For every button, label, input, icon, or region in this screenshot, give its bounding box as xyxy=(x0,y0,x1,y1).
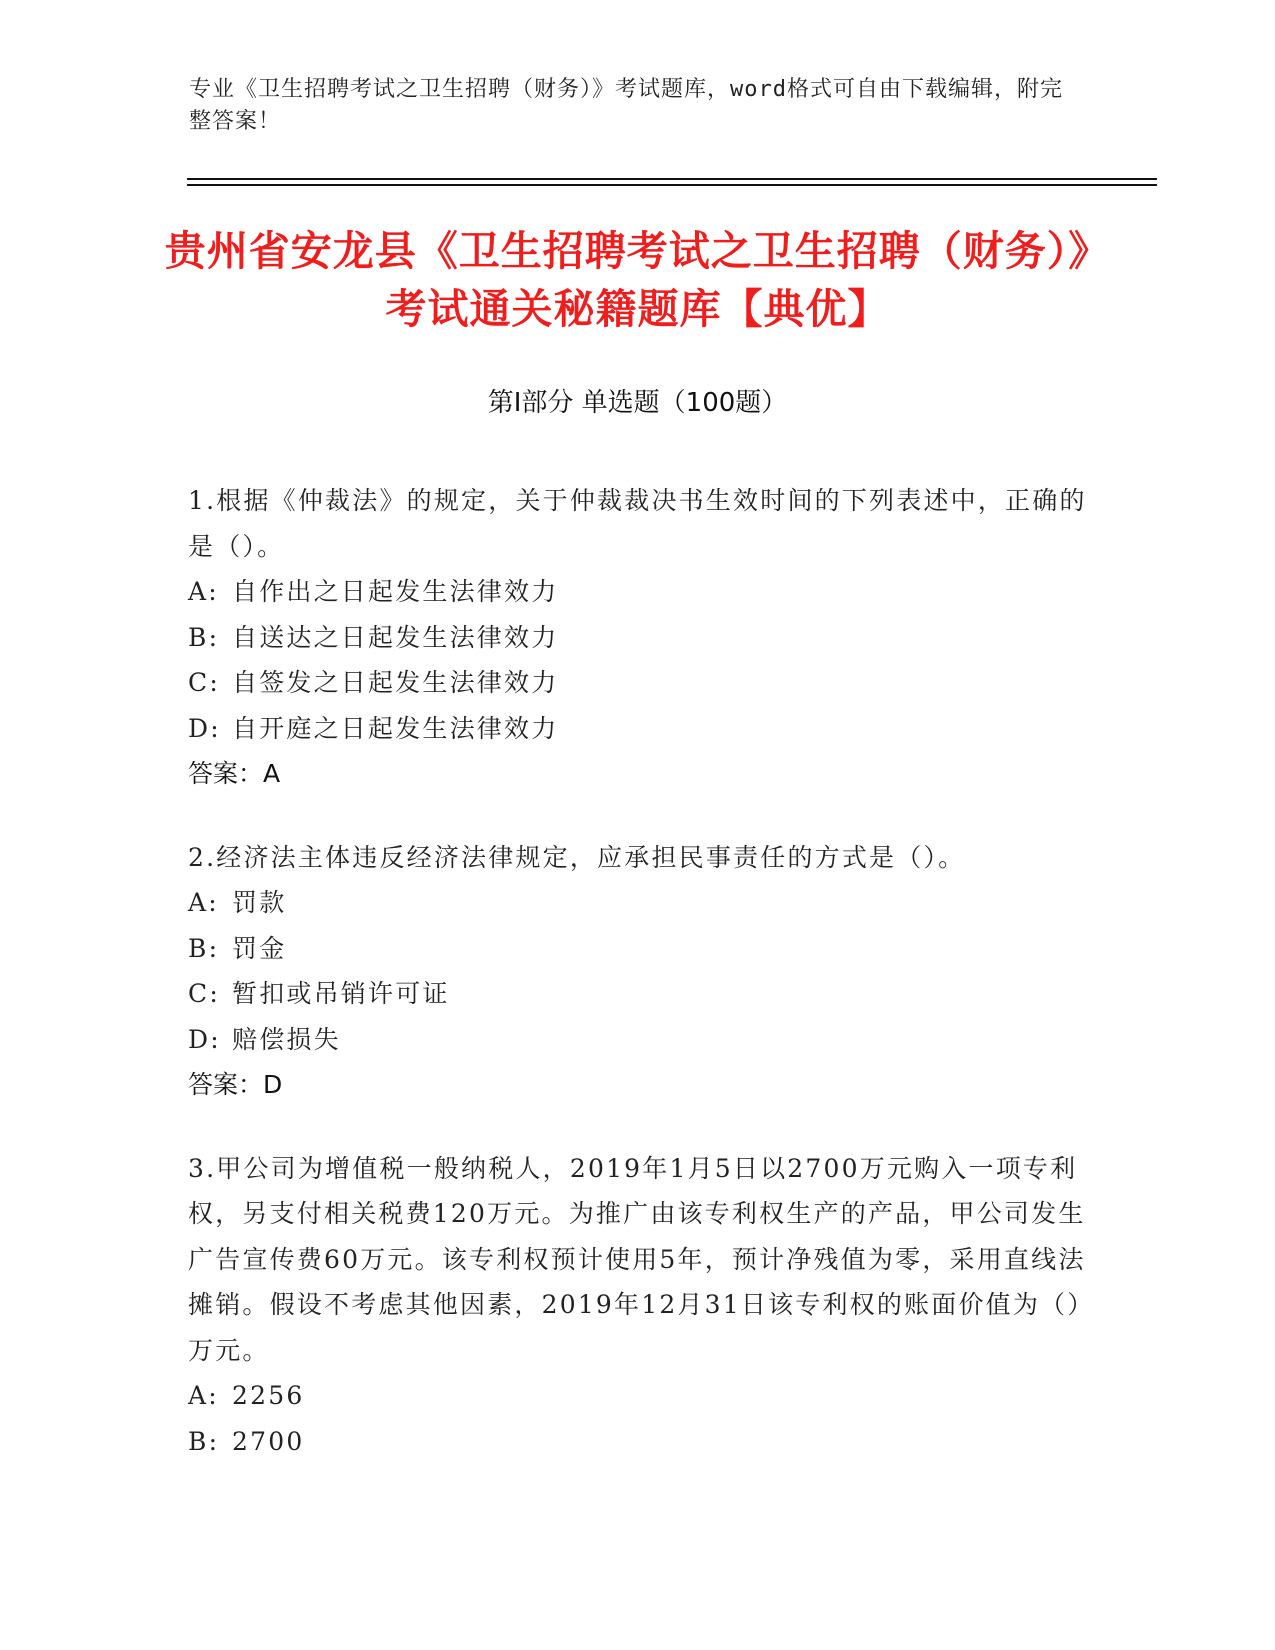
question-stem: 3.甲公司为增值税一般纳税人，2019年1月5日以2700万元购入一项专利权，另支付相关税费120万元。为推广由该专利权生产的产品，甲公司发生广告宣传费60万元。该专利权预计使用5年，预计净残值为零，采用直线法摊销。假设不考虑其他因素，2019年12月31日该专利权的账面价值为（）万元。 xyxy=(188,1153,1086,1365)
question-list xyxy=(188,478,1088,1502)
option-d xyxy=(188,706,1088,752)
option-text: 自开庭之日起发生法律效力 xyxy=(232,713,559,743)
header-note: 专业《卫生招聘考试之卫生招聘（财务）》考试题库，word格式可自由下载编辑，附完整答案！ xyxy=(189,77,1063,134)
question-stem: 2.经济法主体违反经济法律规定，应承担民事责任的方式是（）。 xyxy=(188,842,966,872)
option-b xyxy=(188,615,1088,661)
option-text: 自签发之日起发生法律效力 xyxy=(232,668,559,697)
option-text: 自作出之日起发生法律效力 xyxy=(232,577,559,606)
document-title: 贵州省安龙县《卫生招聘考试之卫生招聘（财务）》考试通关秘籍题库【典优】 xyxy=(164,227,1111,333)
option-text: 2256 xyxy=(232,1381,305,1410)
answer-line: 答案：A xyxy=(188,759,281,788)
option-key: A: xyxy=(188,577,219,606)
option-key: A: xyxy=(188,888,219,917)
option-text: 罚款 xyxy=(232,888,287,917)
option-text: 2700 xyxy=(232,1426,305,1456)
option-text: 罚金 xyxy=(232,933,287,963)
option-text: 暂扣或吊销许可证 xyxy=(232,979,450,1008)
option-key: D: xyxy=(188,713,221,743)
option-a xyxy=(188,880,1088,926)
option-key: C: xyxy=(188,668,220,697)
option-b xyxy=(188,1419,1088,1465)
option-key: B: xyxy=(188,933,220,963)
question-3 xyxy=(188,1146,1088,1465)
option-text: 赔偿损失 xyxy=(232,1024,341,1054)
option-c xyxy=(188,971,1088,1017)
option-key: D: xyxy=(188,1024,221,1054)
section-title: 第I部分 单选题（100题） xyxy=(487,388,788,418)
option-text: 自送达之日起发生法律效力 xyxy=(232,622,559,652)
option-key: C: xyxy=(188,979,220,1008)
header-divider-top xyxy=(187,178,1157,180)
question-2 xyxy=(188,835,1088,1108)
option-c xyxy=(188,660,1088,706)
header-divider-bottom xyxy=(187,184,1157,186)
option-key: B: xyxy=(188,1426,220,1456)
question-stem: 1.根据《仲裁法》的规定，关于仲裁裁决书生效时间的下列表述中，正确的是（）。 xyxy=(188,486,1087,561)
option-key: A: xyxy=(188,1381,219,1410)
option-key: B: xyxy=(188,622,220,652)
question-1 xyxy=(188,478,1088,797)
answer-line: 答案：D xyxy=(188,1070,283,1099)
option-a xyxy=(188,1373,1088,1419)
option-a xyxy=(188,569,1088,615)
option-b xyxy=(188,926,1088,972)
option-d xyxy=(188,1017,1088,1063)
